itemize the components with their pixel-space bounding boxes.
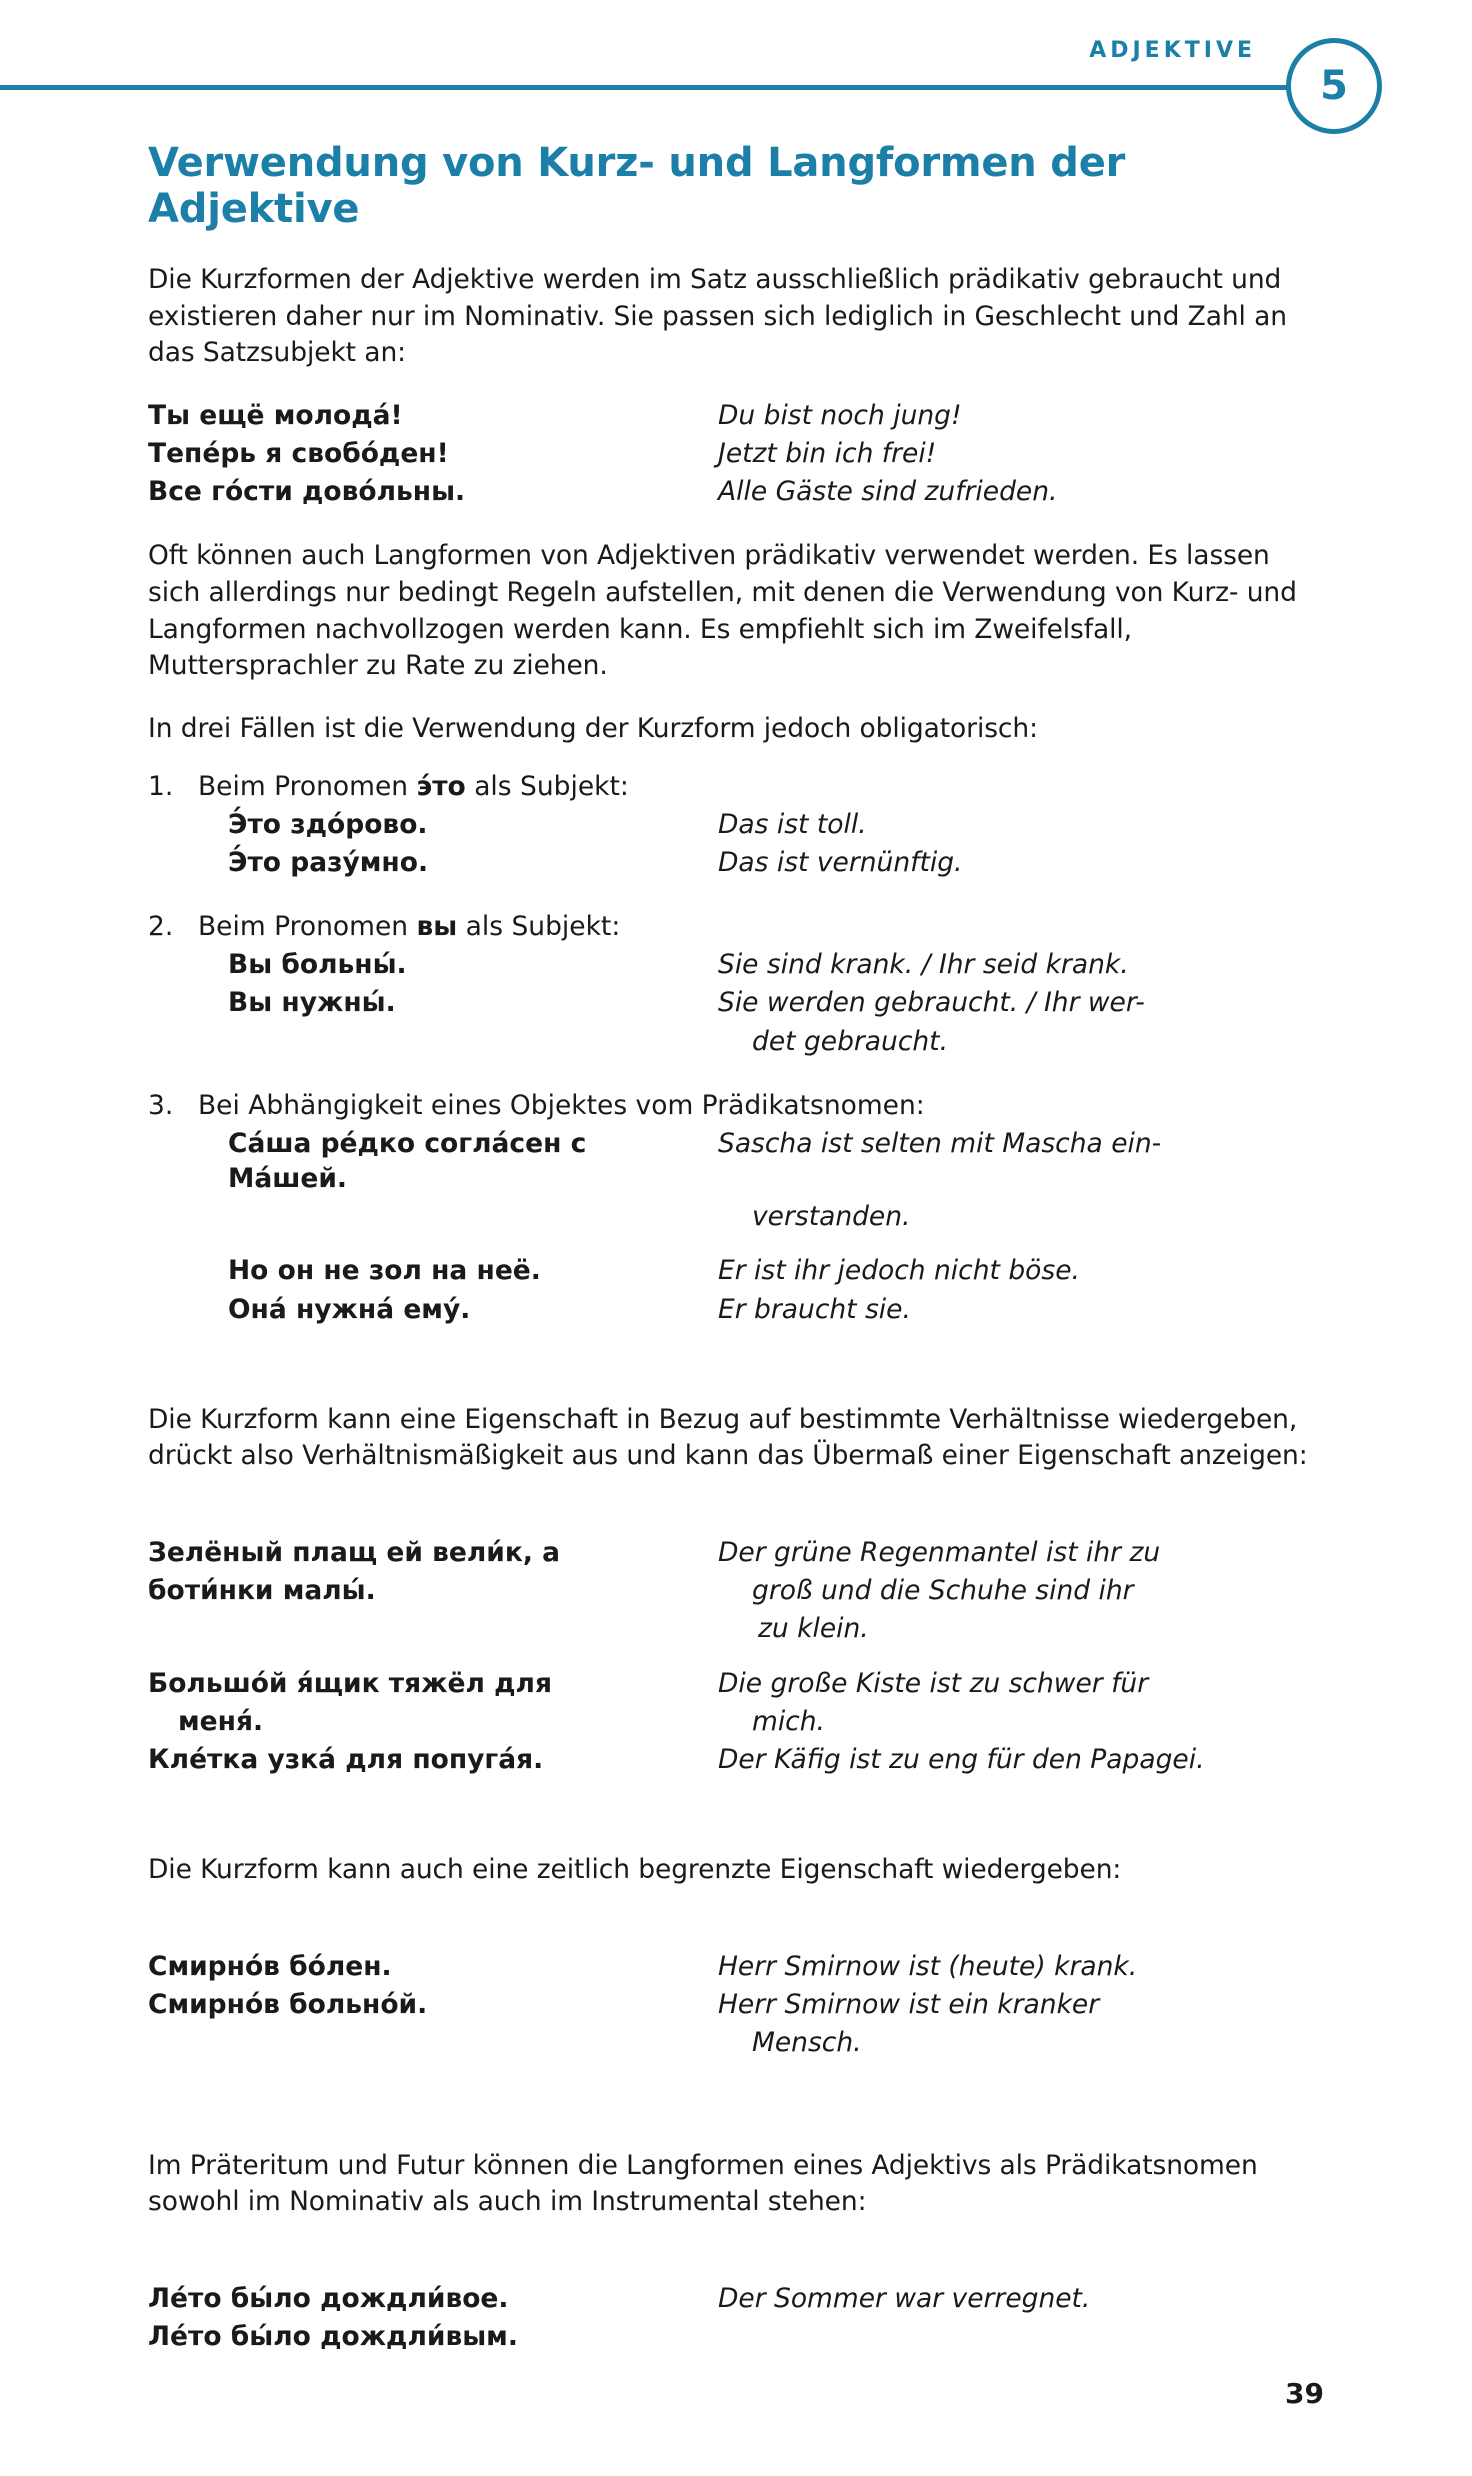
praeteritum-paragraph: Im Präteritum und Futur können die Langformen eines Adjektivs als Prädikatsnomen sowohl im Nominativ als auch im Instrumental stehen: (148, 2149, 1258, 2218)
table-row (148, 1949, 1308, 1987)
table-row (148, 2025, 1308, 2063)
example-german: Er ist ihr jedoch nicht böse. (718, 1255, 1080, 1287)
example-russian: Кле́тка узка́ для попуга́я. (148, 1744, 544, 1776)
examples-intro-table (148, 398, 1308, 513)
header-rule (0, 85, 1290, 90)
example-russian: Большо́й я́щик тяжёл для (148, 1667, 552, 1699)
table-row (198, 947, 1308, 985)
rule-lead (198, 909, 1308, 945)
example-german: Der grüne Regenmantel ist ihr zu (718, 1536, 1161, 1568)
table-row (198, 1199, 1308, 1237)
table-row (148, 1611, 1308, 1649)
example-russian (148, 2025, 718, 2063)
example-german: mich. (752, 1705, 825, 1737)
table-row (148, 474, 1308, 512)
examples-zeitlich-table (148, 1949, 1308, 2064)
example-russian: Э́то здо́рово. (228, 808, 428, 840)
spacer (148, 1915, 1308, 1949)
example-russian: Смирно́в больно́й. (148, 1989, 428, 2021)
example-german: Alle Gäste sind zufrieden. (718, 476, 1058, 508)
table-row (148, 1987, 1308, 2025)
example-russian: Вы больны́. (228, 949, 407, 981)
table-row (198, 1237, 1308, 1291)
example-russian: Са́ша ре́дко согла́сен с Ма́шей. (228, 1127, 587, 1194)
examples-eigenschaft-table (148, 1535, 1308, 1780)
example-german: groß und die Schuhe sind ihr (752, 1575, 1134, 1607)
example-russian: Тепе́рь я свобо́ден! (148, 437, 449, 469)
example-german: Der Sommer war verregnet. (718, 2282, 1091, 2314)
page-title: Verwendung von Kurz- und Langformen der Adjektive (148, 140, 1126, 232)
table-row (198, 985, 1308, 1023)
spacer (148, 1501, 1308, 1535)
example-russian: Смирно́в бо́лен. (148, 1950, 392, 1982)
three-cases-paragraph: In drei Fällen ist die Verwendung der Kurzform jedoch obligatorisch: (148, 712, 1038, 744)
list-item (148, 769, 1308, 883)
example-russian: Все го́сти дово́льны. (148, 476, 466, 508)
table-row (198, 845, 1308, 883)
rule-lead-post: als Subjekt: (457, 911, 621, 943)
example-german: Herr Smirnow ist ein kranker (718, 1989, 1100, 2021)
rule-lead-pre: Beim Pronomen (198, 771, 417, 803)
example-german: Du bist noch jung! (718, 399, 962, 431)
example-russian (198, 1199, 718, 1237)
rule-number: 1. (148, 771, 174, 803)
rule-number: 3. (148, 1089, 174, 1121)
example-german: Das ist vernünftig. (718, 847, 963, 879)
example-russian: Она́ нужна́ ему́. (228, 1293, 471, 1325)
example-german: Er braucht sie. (718, 1293, 911, 1325)
table-row (198, 1024, 1308, 1062)
examples-praeteritum-table (148, 2281, 1308, 2357)
table-row (148, 1535, 1308, 1573)
example-german (718, 2319, 1308, 2357)
example-russian: Ле́то бы́ло дождли́вое. (148, 2282, 509, 2314)
page-number: 39 (1285, 2377, 1324, 2410)
table-row (198, 1126, 1308, 1199)
example-russian (198, 1024, 718, 1062)
example-german: Das ist toll. (718, 808, 867, 840)
rule-lead-bold: э́то (416, 771, 466, 803)
chapter-badge: 5 (1286, 38, 1382, 134)
rule-lead-pre: Bei Abhängigkeit eines Objektes vom Prädikatsnomen: (198, 1089, 925, 1121)
table-row (148, 1650, 1308, 1704)
page-header (0, 0, 1472, 118)
table-row (148, 1573, 1308, 1611)
rule-lead (198, 1088, 1308, 1124)
table-row (148, 2319, 1308, 2357)
eigenschaft-paragraph: Die Kurzform kann eine Eigenschaft in Bezug auf bestimmte Verhältnisse wiedergeben, drückt also Verhältnismäßigkeit aus und kann das Übermaß einer Eigenschaft anzeigen: (148, 1403, 1308, 1472)
intro-paragraph: Die Kurzformen der Adjektive werden im Satz ausschließlich prädikativ gebraucht und existieren daher nur im Nominativ. Sie passen sich lediglich in Geschlecht und Zahl an das Satzsubjekt an: (148, 264, 1287, 369)
example-russian: Но он не зол на неё. (228, 1255, 541, 1287)
list-item (148, 909, 1308, 1061)
section-label: ADJEKTIVE (1089, 38, 1256, 63)
rule-lead-pre: Beim Pronomen (198, 911, 417, 943)
example-german: zu klein. (758, 1613, 869, 1645)
example-german: Herr Smirnow ist (heute) krank. (718, 1950, 1138, 1982)
example-german: Die große Kiste ist zu schwer für (718, 1667, 1149, 1699)
example-russian: меня́. (178, 1705, 264, 1737)
example-russian: Ты ещё молода́! (148, 399, 403, 431)
example-russian: боти́нки малы́. (148, 1575, 376, 1607)
rule-lead-post: als Subjekt: (465, 771, 629, 803)
langformen-paragraph: Oft können auch Langformen von Adjektiven prädikativ verwendet werden. Es lassen sich allerdings nur bedingt Regeln aufstellen, mit denen die Verwendung von Kurz- und Langformen nachvollzogen werden kann. Es empfiehlt sich im Zweifelsfall, Muttersprachler zu Rate zu ziehen. (148, 540, 1297, 682)
list-item (148, 1088, 1308, 1330)
example-russian: Ле́то бы́ло дождли́вым. (148, 2321, 518, 2352)
example-german: Jetzt bin ich frei! (718, 437, 937, 469)
example-russian (148, 1611, 718, 1649)
spacer (148, 1356, 1308, 1402)
example-german: Sascha ist selten mit Mascha ein- (718, 1127, 1162, 1159)
table-row (148, 398, 1308, 436)
example-german: Sie sind krank. / Ihr seid krank. (718, 949, 1129, 981)
rule-lead (198, 769, 1308, 805)
page-content (148, 140, 1308, 2383)
rule-examples-table (198, 807, 1308, 883)
rule-examples-table (198, 1126, 1308, 1330)
rule-number: 2. (148, 911, 174, 943)
example-german: verstanden. (752, 1201, 911, 1233)
table-row (198, 1292, 1308, 1330)
spacer (148, 2247, 1308, 2281)
example-german: Der Käfig ist zu eng für den Papagei. (718, 1744, 1205, 1776)
rule-examples-table (198, 947, 1308, 1062)
spacer (148, 1806, 1308, 1852)
example-german: det gebraucht. (752, 1025, 948, 1057)
example-german: Sie werden gebraucht. / Ihr wer- (718, 987, 1145, 1019)
example-russian: Вы нужны́. (228, 987, 396, 1019)
zeitlich-paragraph: Die Kurzform kann auch eine zeitlich begrenzte Eigenschaft wiedergeben: (148, 1854, 1122, 1886)
rule-lead-bold: вы (416, 911, 458, 943)
spacer (148, 2090, 1308, 2148)
example-russian: Э́то разу́мно. (228, 847, 429, 879)
example-german: Mensch. (752, 2027, 862, 2059)
table-row (148, 1704, 1308, 1742)
rules-list (148, 769, 1308, 1330)
table-row (148, 2281, 1308, 2319)
table-row (198, 807, 1308, 845)
table-row (148, 1742, 1308, 1780)
table-row (148, 436, 1308, 474)
example-russian: Зелёный плащ ей вели́к, а (148, 1536, 561, 1568)
